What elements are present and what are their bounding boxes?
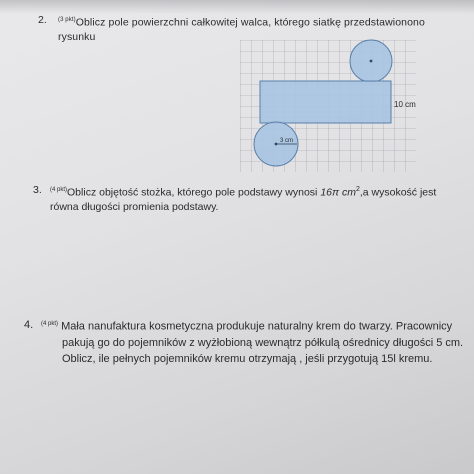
height-label: 10 cm — [394, 100, 416, 109]
task-3-text — [50, 183, 450, 214]
task-3-exponent: 2 — [355, 186, 360, 193]
task-2-line-1: Oblicz pole powierzchni całkowitej walca, którego siatkę przedstawionono — [75, 16, 425, 29]
task-4-points: (4 pkt) — [41, 321, 59, 327]
task-2-points: (3 pkt) — [58, 17, 76, 23]
task-3-number: 3. — [33, 184, 42, 196]
task-4-line-1: Mała nanufaktura kosmetyczna produkuje naturalny krem do twarzy. Pracownicy — [58, 320, 453, 333]
lateral-surface-rectangle — [260, 81, 391, 123]
task-3-text-before: Oblicz objętość stożka, którego pole podstawy wynosi — [67, 186, 321, 199]
task-4-number: 4. — [24, 319, 34, 331]
task-4-text — [41, 316, 469, 367]
task-3-points: (4 pkt) — [50, 187, 68, 193]
task-3-text-after: ,a wysokość jest — [359, 186, 437, 199]
top-circle-center — [370, 60, 373, 63]
task-3-line-2: równa długości promienia podstawy. — [50, 200, 219, 213]
radius-label: 3 cm — [280, 138, 294, 144]
task-4-line-3: Oblicz, ile pełnych pojemników kremu otrzymają , jeśli przygotują 15l kremu. — [62, 352, 433, 365]
task-2-number: 2. — [38, 14, 47, 26]
task-3-formula: 16π cm — [320, 186, 356, 199]
task-2-line-2: rysunku — [58, 30, 96, 43]
task-4-line-2: pakują go do pojemników z wyżłobioną wewnątrz półkulą ośrednicy długości 5 cm. — [62, 336, 464, 349]
